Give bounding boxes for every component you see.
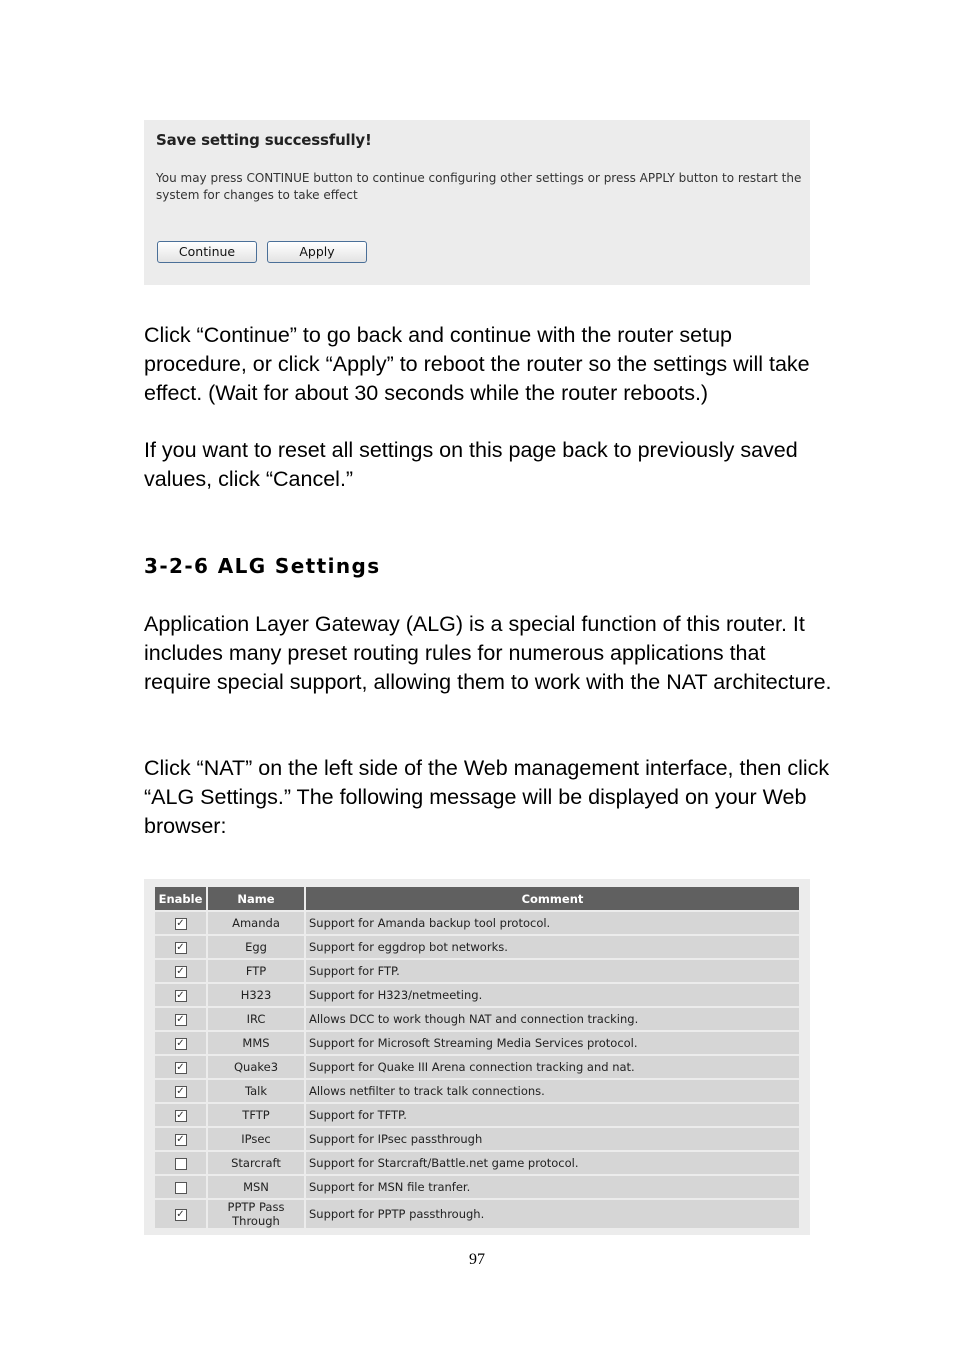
header-name: Name <box>208 887 306 912</box>
table-row <box>155 984 799 1008</box>
comment-cell: Support for IPsec passthrough <box>306 1128 799 1152</box>
name-cell: MMS <box>208 1032 306 1056</box>
enable-checkbox[interactable]: ✓ <box>176 1085 185 1097</box>
name-cell: Starcraft <box>208 1152 306 1176</box>
save-title: Save setting successfully! <box>156 131 372 149</box>
table-row <box>155 1152 799 1176</box>
enable-checkbox[interactable]: ✓ <box>176 965 185 977</box>
enable-cell <box>155 960 208 984</box>
enable-cell <box>155 912 208 936</box>
table-row <box>155 912 799 936</box>
table-row <box>155 1032 799 1056</box>
enable-cell <box>155 1128 208 1152</box>
name-cell: IRC <box>208 1008 306 1032</box>
header-enable: Enable <box>155 887 208 912</box>
table-row <box>155 936 799 960</box>
enable-cell <box>155 936 208 960</box>
table-row <box>155 1128 799 1152</box>
table-row <box>155 1200 799 1230</box>
comment-cell: Allows DCC to work though NAT and connection tracking. <box>306 1008 799 1032</box>
alg-settings-panel <box>144 879 810 1235</box>
enable-cell <box>155 1152 208 1176</box>
paragraph-alg-intro: Application Layer Gateway (ALG) is a special function of this router. It includes many preset routing rules for numerous applications that require special support, allowing them to work with the NAT architecture. <box>144 612 832 694</box>
enable-cell <box>155 1032 208 1056</box>
enable-checkbox[interactable]: ✓ <box>176 989 185 1001</box>
name-cell: PPTP Pass Through <box>208 1200 306 1230</box>
comment-cell: Support for Quake III Arena connection tracking and nat. <box>306 1056 799 1080</box>
comment-cell: Support for FTP. <box>306 960 799 984</box>
paragraph-continue-apply: Click “Continue” to go back and continue with the router setup procedure, or click “Apply” to reboot the router so the settings will take effect. (Wait for about 30 seconds while the router reboots.) <box>144 323 810 405</box>
table-row <box>155 960 799 984</box>
enable-cell <box>155 1056 208 1080</box>
save-success-panel <box>144 120 810 285</box>
table-row <box>155 1008 799 1032</box>
enable-checkbox[interactable]: ✓ <box>176 1208 185 1220</box>
comment-cell: Support for PPTP passthrough. <box>306 1200 799 1230</box>
name-cell: IPsec <box>208 1128 306 1152</box>
alg-table <box>155 887 799 1230</box>
page-number: 97 <box>469 1251 485 1268</box>
name-cell: MSN <box>208 1176 306 1200</box>
enable-cell <box>155 1080 208 1104</box>
name-cell: Talk <box>208 1080 306 1104</box>
enable-checkbox[interactable]: ✓ <box>176 917 185 929</box>
table-row <box>155 1056 799 1080</box>
comment-cell: Support for Amanda backup tool protocol. <box>306 912 799 936</box>
name-cell: Egg <box>208 936 306 960</box>
section-heading: 3-2-6 ALG Settings <box>144 554 381 578</box>
enable-cell <box>155 1176 208 1200</box>
name-cell: TFTP <box>208 1104 306 1128</box>
header-comment: Comment <box>306 887 799 912</box>
name-cell: H323 <box>208 984 306 1008</box>
enable-checkbox[interactable] <box>175 1182 187 1194</box>
table-row <box>155 1104 799 1128</box>
paragraph-cancel: If you want to reset all settings on this page back to previously saved values, click “Cancel.” <box>144 438 798 491</box>
comment-cell: Support for Starcraft/Battle.net game protocol. <box>306 1152 799 1176</box>
enable-checkbox[interactable]: ✓ <box>176 1061 185 1073</box>
comment-cell: Support for MSN file tranfer. <box>306 1176 799 1200</box>
alg-table-body <box>155 912 799 1230</box>
enable-cell <box>155 1200 208 1230</box>
enable-cell <box>155 1104 208 1128</box>
enable-checkbox[interactable]: ✓ <box>176 1013 185 1025</box>
continue-button[interactable]: Continue <box>157 241 257 263</box>
save-message: You may press CONTINUE button to continue configuring other settings or press APPLY button to restart the system for changes to take effect <box>156 171 802 202</box>
comment-cell: Support for eggdrop bot networks. <box>306 936 799 960</box>
table-row <box>155 1176 799 1200</box>
alg-table-header <box>155 887 799 912</box>
comment-cell: Support for H323/netmeeting. <box>306 984 799 1008</box>
enable-cell <box>155 984 208 1008</box>
paragraph-alg-instructions: Click “NAT” on the left side of the Web management interface, then click “ALG Settings.” The following message will be displayed on your Web browser: <box>144 756 830 838</box>
name-cell: Amanda <box>208 912 306 936</box>
enable-checkbox[interactable]: ✓ <box>176 1037 185 1049</box>
name-cell: FTP <box>208 960 306 984</box>
comment-cell: Allows netfilter to track talk connections. <box>306 1080 799 1104</box>
comment-cell: Support for TFTP. <box>306 1104 799 1128</box>
comment-cell: Support for Microsoft Streaming Media Services protocol. <box>306 1032 799 1056</box>
name-cell: Quake3 <box>208 1056 306 1080</box>
enable-checkbox[interactable]: ✓ <box>176 941 185 953</box>
enable-cell <box>155 1008 208 1032</box>
table-row <box>155 1080 799 1104</box>
enable-checkbox[interactable]: ✓ <box>176 1133 185 1145</box>
apply-button[interactable]: Apply <box>267 241 367 263</box>
enable-checkbox[interactable]: ✓ <box>176 1109 185 1121</box>
enable-checkbox[interactable] <box>175 1158 187 1170</box>
